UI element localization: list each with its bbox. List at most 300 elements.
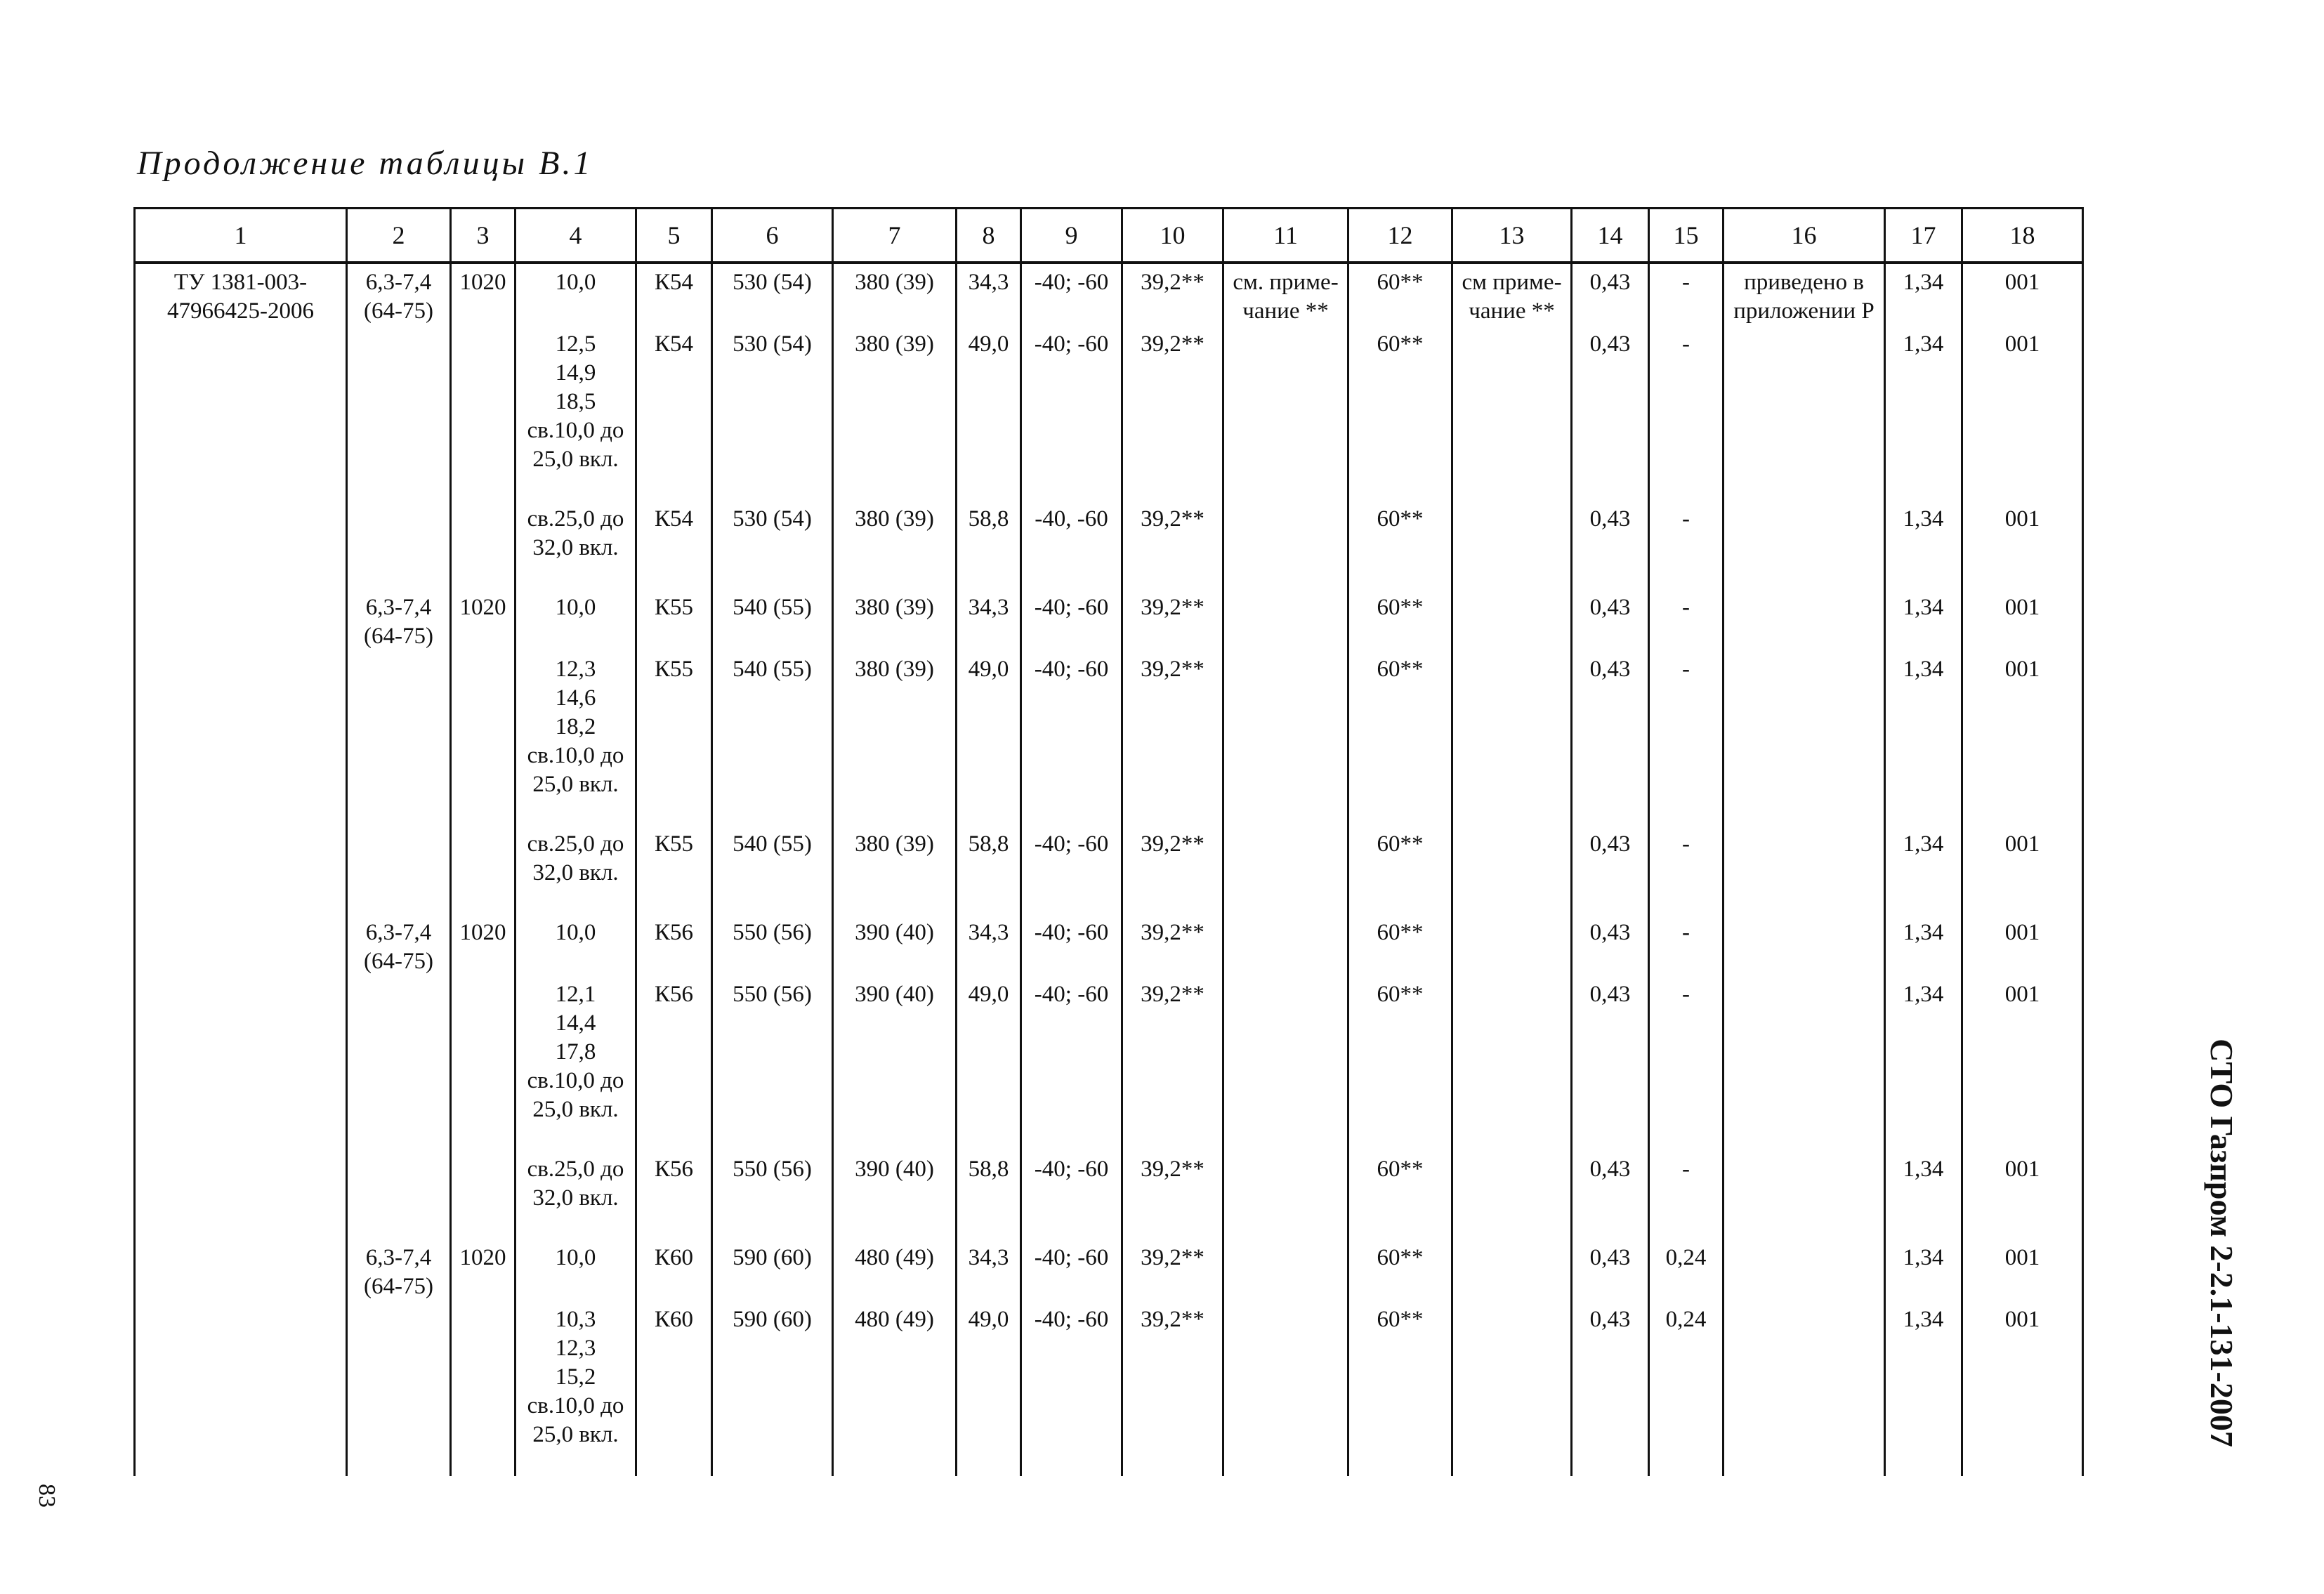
table-cell: 480 (49)	[833, 1239, 957, 1301]
spacer-cell	[516, 1124, 636, 1151]
table-cell	[135, 651, 347, 799]
spacer-cell	[1223, 888, 1348, 914]
spacer-cell	[957, 474, 1021, 501]
spacer-cell	[1452, 474, 1572, 501]
spacer-cell	[1452, 562, 1572, 589]
table-cell: 540 (55)	[712, 589, 833, 651]
table-cell: 1,34	[1885, 263, 1962, 326]
table-cell	[347, 976, 451, 1124]
table-cell: 49,0	[957, 326, 1021, 474]
table-cell: -40; -60	[1021, 976, 1122, 1124]
spacer-cell	[1649, 888, 1724, 914]
table-cell: 39,2**	[1122, 263, 1223, 326]
spacer-cell	[451, 799, 516, 826]
spacer-cell	[957, 888, 1021, 914]
column-header: 6	[712, 209, 833, 263]
column-header: 16	[1724, 209, 1885, 263]
table-cell	[1452, 1151, 1572, 1213]
table-cell: св.25,0 до 32,0 вкл.	[516, 826, 636, 888]
table-cell: 0,43	[1572, 826, 1649, 888]
table-cell	[1452, 326, 1572, 474]
spacer-cell	[1962, 1213, 2083, 1239]
table-cell: -40; -60	[1021, 589, 1122, 651]
spacer-cell	[712, 562, 833, 589]
table-cell: 530 (54)	[712, 263, 833, 326]
spacer-cell	[1649, 799, 1724, 826]
table-cell: 60**	[1348, 914, 1452, 976]
spacer-cell	[1348, 799, 1452, 826]
spacer-cell	[1649, 474, 1724, 501]
table-cell	[135, 1239, 347, 1301]
table-cell: 34,3	[957, 1239, 1021, 1301]
table-cell: 39,2**	[1122, 1301, 1223, 1449]
spacer-cell	[1962, 799, 2083, 826]
row-spacer	[135, 1124, 2083, 1151]
table-cell: 001	[1962, 1239, 2083, 1301]
spacer-cell	[1452, 888, 1572, 914]
row-spacer	[135, 1449, 2083, 1476]
table-cell: 60**	[1348, 651, 1452, 799]
spacer-cell	[1885, 1124, 1962, 1151]
table-cell: 39,2**	[1122, 1239, 1223, 1301]
spacer-cell	[1724, 562, 1885, 589]
spacer-cell	[1724, 1449, 1885, 1476]
table-cell: 39,2**	[1122, 589, 1223, 651]
spacer-cell	[1572, 799, 1649, 826]
table-cell: -40, -60	[1021, 501, 1122, 562]
table-cell: 0,43	[1572, 651, 1649, 799]
row-spacer	[135, 888, 2083, 914]
spacer-cell	[1223, 799, 1348, 826]
column-header: 11	[1223, 209, 1348, 263]
table-cell	[1724, 1301, 1885, 1449]
table-cell: 1,34	[1885, 914, 1962, 976]
table-cell: 60**	[1348, 1151, 1452, 1213]
spacer-cell	[1122, 1213, 1223, 1239]
spacer-cell	[1962, 562, 2083, 589]
table-cell: 540 (55)	[712, 651, 833, 799]
table-cell: 0,43	[1572, 976, 1649, 1124]
table-cell: К60	[636, 1239, 712, 1301]
table-cell: 60**	[1348, 1301, 1452, 1449]
row-spacer	[135, 474, 2083, 501]
table-cell: -	[1649, 651, 1724, 799]
spacer-cell	[1572, 474, 1649, 501]
table-cell	[1724, 914, 1885, 976]
spacer-cell	[1885, 474, 1962, 501]
spacer-cell	[347, 1213, 451, 1239]
table-cell: 60**	[1348, 589, 1452, 651]
column-header: 4	[516, 209, 636, 263]
table-cell: 380 (39)	[833, 589, 957, 651]
spacer-cell	[833, 1449, 957, 1476]
table-cell	[1452, 1301, 1572, 1449]
table-caption: Продолжение таблицы В.1	[137, 145, 593, 182]
spacer-cell	[1122, 562, 1223, 589]
spacer-cell	[1021, 799, 1122, 826]
spacer-cell	[712, 1124, 833, 1151]
table-cell: 0,43	[1572, 1151, 1649, 1213]
table-cell: 12,5 14,9 18,5 св.10,0 до 25,0 вкл.	[516, 326, 636, 474]
table-cell: приведено в приложении Р	[1724, 263, 1885, 326]
table-cell: -40; -60	[1021, 826, 1122, 888]
table-cell: 6,3-7,4 (64-75)	[347, 1239, 451, 1301]
spacer-cell	[712, 1449, 833, 1476]
column-header: 17	[1885, 209, 1962, 263]
table-cell: 58,8	[957, 501, 1021, 562]
spacer-cell	[1572, 562, 1649, 589]
spacer-cell	[1572, 1124, 1649, 1151]
spacer-cell	[1649, 1213, 1724, 1239]
table-cell: 001	[1962, 826, 2083, 888]
spacer-cell	[1885, 1449, 1962, 1476]
table-cell: 49,0	[957, 976, 1021, 1124]
spacer-cell	[1649, 562, 1724, 589]
spacer-cell	[451, 474, 516, 501]
table-cell: -	[1649, 589, 1724, 651]
table-cell	[1724, 1239, 1885, 1301]
spacer-cell	[135, 799, 347, 826]
table-cell	[1452, 976, 1572, 1124]
spacer-cell	[712, 799, 833, 826]
spacer-cell	[636, 1124, 712, 1151]
table-row	[135, 976, 2083, 1124]
spacer-cell	[451, 1124, 516, 1151]
spacer-cell	[1348, 1213, 1452, 1239]
table-cell: 60**	[1348, 501, 1452, 562]
table-cell: 001	[1962, 976, 2083, 1124]
table-cell: 1020	[451, 914, 516, 976]
spacer-cell	[1962, 474, 2083, 501]
table-cell: -40; -60	[1021, 1239, 1122, 1301]
spacer-cell	[135, 1449, 347, 1476]
column-header: 2	[347, 209, 451, 263]
spacer-cell	[1223, 1449, 1348, 1476]
table-cell	[1223, 976, 1348, 1124]
spacer-cell	[1885, 888, 1962, 914]
column-header: 1	[135, 209, 347, 263]
table-cell	[1223, 1301, 1348, 1449]
spacer-cell	[636, 474, 712, 501]
table-cell: 10,0	[516, 914, 636, 976]
spacer-cell	[833, 888, 957, 914]
spacer-cell	[347, 1124, 451, 1151]
table-cell: 60**	[1348, 1239, 1452, 1301]
table-cell: 530 (54)	[712, 501, 833, 562]
table-row	[135, 501, 2083, 562]
spacer-cell	[833, 1213, 957, 1239]
table-cell: 001	[1962, 589, 2083, 651]
table-cell	[1452, 826, 1572, 888]
table-cell: 39,2**	[1122, 501, 1223, 562]
table-cell: 1,34	[1885, 826, 1962, 888]
table-cell: 1,34	[1885, 1151, 1962, 1213]
spacer-cell	[135, 888, 347, 914]
table-cell	[1452, 914, 1572, 976]
column-header: 9	[1021, 209, 1122, 263]
table-cell: 0,43	[1572, 326, 1649, 474]
table-cell: 390 (40)	[833, 1151, 957, 1213]
table-cell: К55	[636, 589, 712, 651]
table-cell: К55	[636, 651, 712, 799]
table-cell: 590 (60)	[712, 1239, 833, 1301]
spacer-cell	[1724, 1124, 1885, 1151]
spacer-cell	[1223, 474, 1348, 501]
table-cell	[1724, 589, 1885, 651]
column-header: 10	[1122, 209, 1223, 263]
table-cell	[451, 501, 516, 562]
table-cell: 60**	[1348, 976, 1452, 1124]
spacer-cell	[1572, 1449, 1649, 1476]
table-cell	[1223, 914, 1348, 976]
table-cell: 10,0	[516, 263, 636, 326]
table-cell: 12,1 14,4 17,8 св.10,0 до 25,0 вкл.	[516, 976, 636, 1124]
spacer-cell	[1452, 799, 1572, 826]
table-header	[135, 209, 2083, 263]
spacer-cell	[1021, 1213, 1122, 1239]
table-cell: -40; -60	[1021, 263, 1122, 326]
spacer-cell	[1885, 799, 1962, 826]
spacer-cell	[636, 562, 712, 589]
table-row	[135, 326, 2083, 474]
column-header: 8	[957, 209, 1021, 263]
spacer-cell	[135, 1213, 347, 1239]
column-header: 7	[833, 209, 957, 263]
table-cell: 1020	[451, 263, 516, 326]
table-cell: 1,34	[1885, 1301, 1962, 1449]
spacer-cell	[135, 474, 347, 501]
table-cell: К54	[636, 326, 712, 474]
table-cell: -40; -60	[1021, 914, 1122, 976]
spacer-cell	[1348, 562, 1452, 589]
table-cell: ТУ 1381-003-47966425-2006	[135, 263, 347, 326]
table-cell: 001	[1962, 326, 2083, 474]
table-cell: 390 (40)	[833, 976, 957, 1124]
spacer-cell	[833, 562, 957, 589]
table-cell: 1020	[451, 1239, 516, 1301]
table-cell: 590 (60)	[712, 1301, 833, 1449]
table-cell: 39,2**	[1122, 914, 1223, 976]
spacer-cell	[1572, 1213, 1649, 1239]
table-cell: 39,2**	[1122, 826, 1223, 888]
table-cell	[1452, 1239, 1572, 1301]
column-header: 18	[1962, 209, 2083, 263]
spacer-cell	[516, 474, 636, 501]
table-cell: 550 (56)	[712, 976, 833, 1124]
table-cell: 0,43	[1572, 501, 1649, 562]
table-row	[135, 651, 2083, 799]
spacer-cell	[636, 1213, 712, 1239]
table-cell	[135, 501, 347, 562]
column-header: 13	[1452, 209, 1572, 263]
table-cell	[451, 326, 516, 474]
table-cell: 380 (39)	[833, 501, 957, 562]
table-cell	[1724, 501, 1885, 562]
table-cell	[347, 501, 451, 562]
table-body	[135, 263, 2083, 1476]
column-header: 5	[636, 209, 712, 263]
column-header: 12	[1348, 209, 1452, 263]
spacer-cell	[1649, 1124, 1724, 1151]
row-spacer	[135, 1213, 2083, 1239]
table-cell: 380 (39)	[833, 826, 957, 888]
table-cell: 1,34	[1885, 501, 1962, 562]
spacer-cell	[1348, 888, 1452, 914]
table-cell: 6,3-7,4 (64-75)	[347, 914, 451, 976]
table-cell	[135, 589, 347, 651]
table-cell: 10,0	[516, 1239, 636, 1301]
table-cell: -40; -60	[1021, 1151, 1122, 1213]
spacer-cell	[516, 562, 636, 589]
table-cell	[1452, 589, 1572, 651]
table-cell: 49,0	[957, 1301, 1021, 1449]
table-cell: -	[1649, 501, 1724, 562]
table-cell: 39,2**	[1122, 651, 1223, 799]
table-cell: К56	[636, 1151, 712, 1213]
table-cell: 001	[1962, 263, 2083, 326]
spacer-cell	[516, 799, 636, 826]
table-cell	[135, 976, 347, 1124]
spacer-cell	[1348, 1124, 1452, 1151]
spacer-cell	[1122, 888, 1223, 914]
table-cell: -	[1649, 326, 1724, 474]
table-cell	[451, 1151, 516, 1213]
table-cell	[1724, 326, 1885, 474]
spacer-cell	[1021, 562, 1122, 589]
table-cell: 550 (56)	[712, 914, 833, 976]
spacer-cell	[347, 888, 451, 914]
spacer-cell	[1885, 562, 1962, 589]
table-cell	[135, 326, 347, 474]
spacer-cell	[135, 1124, 347, 1151]
spacer-cell	[1724, 474, 1885, 501]
table-cell: 0,43	[1572, 1239, 1649, 1301]
table-cell	[1724, 651, 1885, 799]
spacer-cell	[1223, 1124, 1348, 1151]
table-cell	[135, 1151, 347, 1213]
spacer-cell	[451, 888, 516, 914]
table-cell	[1724, 976, 1885, 1124]
spacer-cell	[1962, 1124, 2083, 1151]
spacer-cell	[1724, 1213, 1885, 1239]
table-cell: 001	[1962, 501, 2083, 562]
spacer-cell	[1724, 888, 1885, 914]
spacer-cell	[1452, 1213, 1572, 1239]
spacer-cell	[636, 799, 712, 826]
spacer-cell	[1348, 474, 1452, 501]
table-cell: 480 (49)	[833, 1301, 957, 1449]
spacer-cell	[957, 1124, 1021, 1151]
table-cell: 001	[1962, 1301, 2083, 1449]
spacer-cell	[347, 1449, 451, 1476]
table-cell	[347, 1151, 451, 1213]
table-cell: 34,3	[957, 914, 1021, 976]
spacer-cell	[1649, 1449, 1724, 1476]
table-cell	[1452, 651, 1572, 799]
table-row	[135, 1239, 2083, 1301]
table-cell: 530 (54)	[712, 326, 833, 474]
spacer-cell	[347, 799, 451, 826]
spacer-cell	[1122, 1124, 1223, 1151]
table-cell	[347, 326, 451, 474]
table-cell: 001	[1962, 1151, 2083, 1213]
table-cell	[1452, 501, 1572, 562]
table-cell: 60**	[1348, 826, 1452, 888]
spacer-cell	[1885, 1213, 1962, 1239]
document-id: СТО Газпром 2-2.1-131-2007	[2204, 1039, 2240, 1447]
column-header: 15	[1649, 209, 1724, 263]
table-cell: св.25,0 до 32,0 вкл.	[516, 501, 636, 562]
table-cell: 1,34	[1885, 651, 1962, 799]
table-cell: -	[1649, 914, 1724, 976]
table-cell: 10,0	[516, 589, 636, 651]
spacer-cell	[1122, 799, 1223, 826]
table-cell: -40; -60	[1021, 651, 1122, 799]
spacer-cell	[1021, 1124, 1122, 1151]
table-cell: К56	[636, 976, 712, 1124]
table-cell: -	[1649, 1151, 1724, 1213]
column-header: 14	[1572, 209, 1649, 263]
spacer-cell	[636, 1449, 712, 1476]
table-cell: 34,3	[957, 263, 1021, 326]
table-cell: 540 (55)	[712, 826, 833, 888]
spacer-cell	[451, 562, 516, 589]
spacer-cell	[712, 888, 833, 914]
table-row	[135, 1151, 2083, 1213]
table-cell: 58,8	[957, 826, 1021, 888]
spacer-cell	[516, 1449, 636, 1476]
table-cell: 1,34	[1885, 326, 1962, 474]
table-cell: 39,2**	[1122, 976, 1223, 1124]
table-cell: 60**	[1348, 326, 1452, 474]
table-cell: 380 (39)	[833, 326, 957, 474]
spacer-cell	[957, 562, 1021, 589]
table-cell	[451, 651, 516, 799]
spacer-cell	[1122, 474, 1223, 501]
table-cell	[347, 651, 451, 799]
table-cell	[1223, 651, 1348, 799]
table-cell: 39,2**	[1122, 326, 1223, 474]
table-cell: 550 (56)	[712, 1151, 833, 1213]
table-cell: св.25,0 до 32,0 вкл.	[516, 1151, 636, 1213]
table-cell	[1223, 501, 1348, 562]
table-cell: 6,3-7,4 (64-75)	[347, 263, 451, 326]
table-cell	[1223, 826, 1348, 888]
table-cell: 001	[1962, 914, 2083, 976]
table-cell: 0,43	[1572, 1301, 1649, 1449]
table-cell: 34,3	[957, 589, 1021, 651]
table-row	[135, 1301, 2083, 1449]
table-cell	[451, 976, 516, 1124]
table-cell: 1020	[451, 589, 516, 651]
table-cell: 1,34	[1885, 1239, 1962, 1301]
spacer-cell	[1452, 1449, 1572, 1476]
spacer-cell	[957, 1449, 1021, 1476]
table-row	[135, 263, 2083, 326]
table-cell: 12,3 14,6 18,2 св.10,0 до 25,0 вкл.	[516, 651, 636, 799]
spacer-cell	[1223, 562, 1348, 589]
table-cell: см. приме-чание **	[1223, 263, 1348, 326]
spacer-cell	[712, 1213, 833, 1239]
table-cell	[135, 1301, 347, 1449]
spacer-cell	[833, 474, 957, 501]
table-cell	[347, 1301, 451, 1449]
table-cell	[451, 826, 516, 888]
table-cell: -	[1649, 976, 1724, 1124]
table-cell	[1223, 589, 1348, 651]
table-cell	[451, 1301, 516, 1449]
spacer-cell	[1021, 888, 1122, 914]
